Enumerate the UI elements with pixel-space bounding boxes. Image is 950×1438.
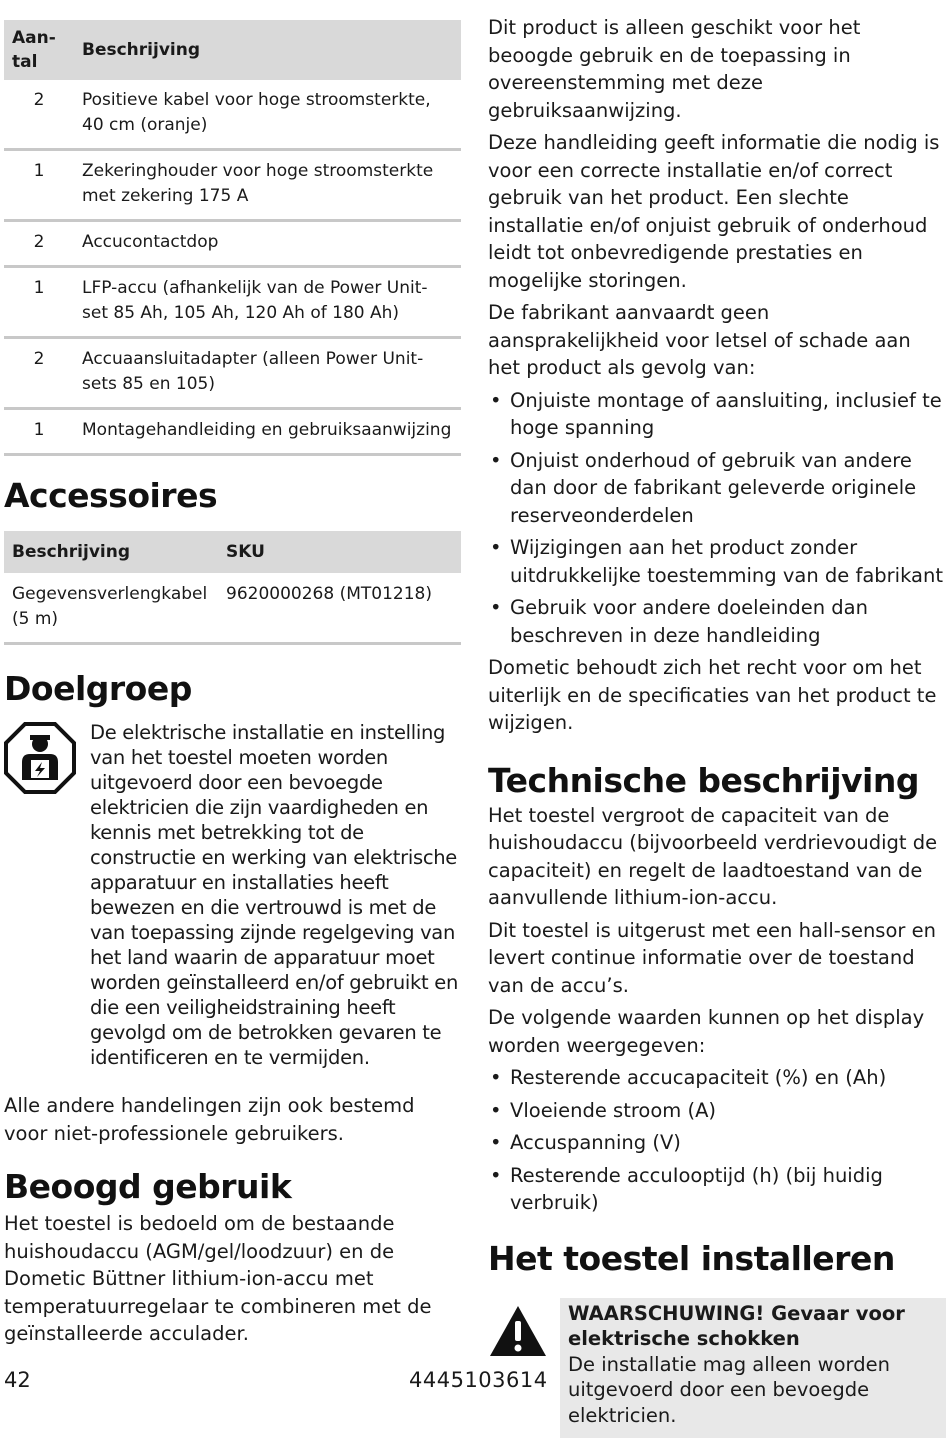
header-desc: Beschrijving — [4, 531, 218, 573]
header-qty-label: Aan- tal — [12, 28, 56, 72]
warning-box — [560, 1298, 946, 1438]
row-desc: Montagehandleiding en gebruiksaanwijzing — [74, 409, 461, 455]
list-item: • Resterende accucapaciteit (%) en (Ah) — [488, 1064, 946, 1092]
warning-text: De installatie mag alleen worden uitgevoerd door een bevoegde elektricien. — [568, 1352, 938, 1429]
accessoires-table-header — [4, 531, 461, 573]
table-row — [4, 338, 461, 409]
intro-p4: Dometic behoudt zich het recht voor om het uiterlijk en de specificaties van het product te wijzigen. — [488, 654, 946, 737]
list-item: • Onjuist onderhoud of gebruik van andere dan door de fabrikant geleverde originele reserveonderdelen — [488, 447, 946, 530]
table-row — [4, 80, 461, 150]
list-item: • Accuspanning (V) — [488, 1129, 946, 1157]
accessoires-table — [4, 531, 461, 645]
right-column — [488, 14, 946, 1438]
row-qty: 1 — [4, 409, 74, 455]
table-row — [4, 150, 461, 221]
list-item: • Onjuiste montage of aansluiting, inclusief te hoge spanning — [488, 387, 946, 442]
row-qty: 2 — [4, 221, 74, 267]
liability-list — [488, 387, 946, 650]
row-desc: Accuaansluitadapter (alleen Power Unit-sets 85 en 105) — [74, 338, 461, 409]
parts-table-header — [4, 20, 461, 80]
warning-block — [488, 1298, 946, 1438]
row-qty: 2 — [4, 338, 74, 409]
list-item: • Resterende accuIooptijd (h) (bij huidig verbruik) — [488, 1162, 946, 1217]
beoogd-heading: Beoogd gebruik — [4, 1167, 461, 1206]
accessoires-heading: Accessoires — [4, 476, 461, 515]
row-desc: Zekeringhouder voor hoge stroomsterkte met zekering 175 A — [74, 150, 461, 221]
technisch-heading: Technische beschrijving — [488, 761, 946, 800]
row-desc: Gegevensverlengkabel (5 m) — [4, 573, 218, 644]
page-number: 42 — [4, 1368, 31, 1392]
technisch-p1: Het toestel vergroot de capaciteit van de huishoudaccu (bijvoorbeeld verdrievoudigt de capaciteit) en regelt de laadtoestand van de aanvullende lithium-ion-accu. — [488, 802, 946, 912]
table-row — [4, 573, 461, 644]
parts-table — [4, 20, 461, 456]
list-item: • Vloeiende stroom (A) — [488, 1097, 946, 1125]
row-qty: 1 — [4, 267, 74, 338]
doelgroep-heading: Doelgroep — [4, 669, 461, 708]
list-item: • Gebruik voor andere doeleinden dan beschreven in deze handleiding — [488, 594, 946, 649]
technisch-p3: De volgende waarden kunnen op het display worden weergegeven: — [488, 1004, 946, 1059]
list-item: • Wijzigingen aan het product zonder uitdrukkelijke toestemming van de fabrikant — [488, 534, 946, 589]
document-number: 4445103614 — [409, 1368, 548, 1392]
row-desc: Positieve kabel voor hoge stroomsterkte, 40 cm (oranje) — [74, 80, 461, 150]
row-qty: 1 — [4, 150, 74, 221]
intro-p2: Deze handleiding geeft informatie die nodig is voor een correcte installatie en/of correct gebruik van het product. Een slechte installatie en/of onjuist gebruik of onderhoud leidt tot onbevredigende prestaties en mogelijke storingen. — [488, 129, 946, 294]
doelgroep-block — [4, 720, 461, 1070]
left-column — [4, 20, 461, 1348]
doelgroep-text: De elektrische installatie en instelling van het toestel moeten worden uitgevoerd door een bevoegde elektricien die zijn vaardigheden en kennis met betrekking tot de constructie en werking van elektrische apparatuur en installaties heeft bewezen en die vertrouwd is met de van toepassing zijnde regelgeving van het land waarin de apparatuur moet worden geïnstalleerd en/of gebruikt en die een veiligheidstraining heeft gevolgd om de betrokken gevaren te identificeren en te vermijden. — [90, 720, 461, 1070]
electrician-icon — [4, 720, 90, 1070]
intro-p3: De fabrikant aanvaardt geen aansprakelijkheid voor letsel of schade aan het product als gevolg van: — [488, 299, 946, 382]
beoogd-text: Het toestel is bedoeld om de bestaande huishoudaccu (AGM/gel/loodzuur) en de Dometic Büttner lithium-ion-accu met temperatuurregelaar te combineren met de geïnstalleerde acculader. — [4, 1210, 461, 1348]
warning-title: WAARSCHUWING! Gevaar voor elektrische schokken — [568, 1301, 938, 1352]
row-desc: Accucontactdop — [74, 221, 461, 267]
row-qty: 2 — [4, 80, 74, 150]
technisch-p2: Dit toestel is uitgerust met een hall-sensor en levert continue informatie over de toestand van de accu’s. — [488, 917, 946, 1000]
doelgroep-text2: Alle andere handelingen zijn ook bestemd voor niet-professionele gebruikers. — [4, 1092, 461, 1147]
header-desc: Beschrijving — [74, 20, 461, 80]
intro-p1: Dit product is alleen geschikt voor het beoogde gebruik en de toepassing in overeenstemming met deze gebruiksaanwijzing. — [488, 14, 946, 124]
table-row — [4, 409, 461, 455]
display-values-list — [488, 1064, 946, 1217]
table-row — [4, 221, 461, 267]
installeren-heading: Het toestel installeren — [488, 1239, 946, 1278]
header-sku: SKU — [218, 531, 461, 573]
table-row — [4, 267, 461, 338]
header-qty — [4, 20, 74, 80]
row-sku: 9620000268 (MT01218) — [218, 573, 461, 644]
row-desc: LFP-accu (afhankelijk van de Power Unit-set 85 Ah, 105 Ah, 120 Ah of 180 Ah) — [74, 267, 461, 338]
